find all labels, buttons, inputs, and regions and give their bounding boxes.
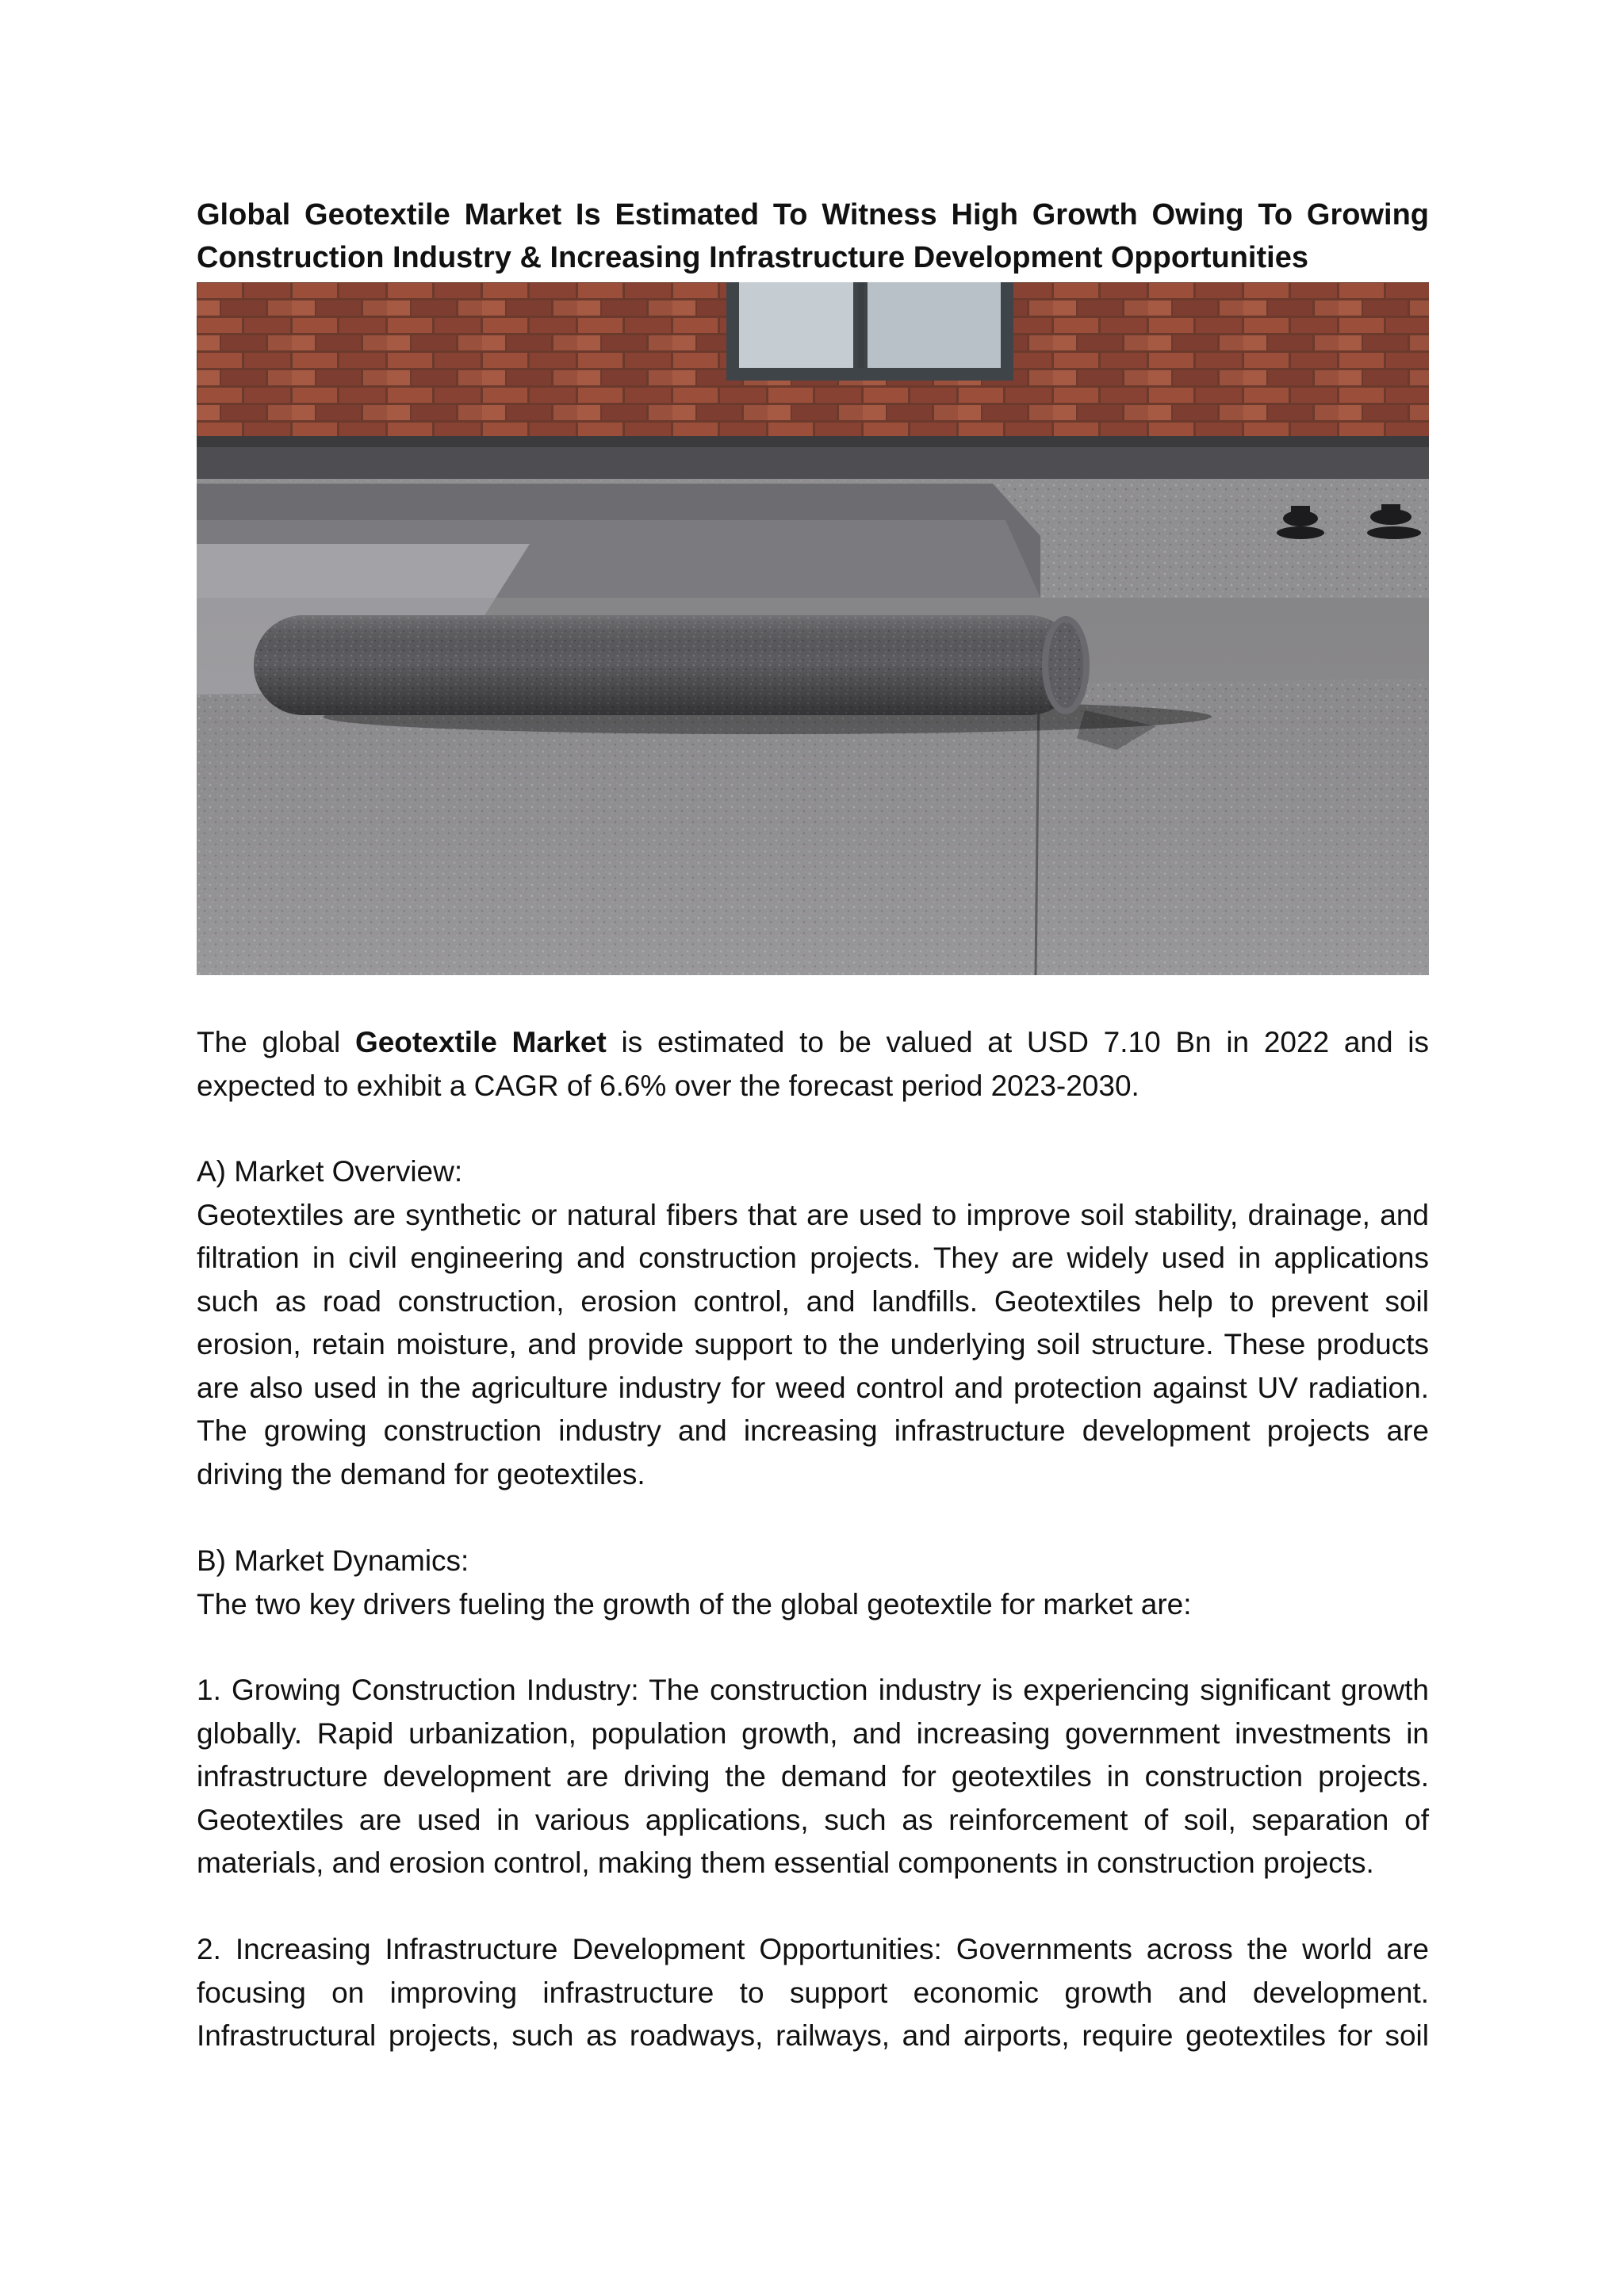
intro-prefix: The global — [197, 1026, 355, 1058]
section-b-heading: B) Market Dynamics: — [197, 1544, 469, 1577]
section-b-intro: The two key drivers fueling the growth of the global geotextile for market are: — [197, 1587, 1192, 1621]
driver-item-1 — [197, 1669, 1429, 1885]
document-title: Global Geotextile Market Is Estimated To Witness High Growth Owing To Growing Construction Industry & Increasing Infrastructure Development Opportunities — [197, 198, 1429, 274]
section-market-overview — [197, 1150, 1429, 1496]
section-a-body: Geotextiles are synthetic or natural fibers that are used to improve soil stability, drainage, and filtration in civil engineering and construction projects. They are widely used in applications such as road construction, erosion control, and landfills. Geotextiles help to prevent soil erosion, retain moisture, and provide support to the underlying soil structure. These products are also used in the agriculture industry for weed control and protection against UV radiation. The growing construction industry and increasing infrastructure development projects are driving the demand for geotextiles. — [197, 1198, 1429, 1490]
section-market-dynamics — [197, 1540, 1429, 1626]
driver-item-2 — [197, 1928, 1429, 2058]
intro-suffix: is estimated to be valued at USD 7.10 Bn in 2022 and is expected to exhibit a CAGR of 6.6% over the forecast period 2023-2030. — [197, 1026, 1430, 1102]
driver-2-text: 2. Increasing Infrastructure Development Opportunities: Governments across the world are focusing on improving infrastructure to support economic growth and development. Infrastructural projects, such as roadways, railways, and airports, require geotextiles for soil — [197, 1933, 1429, 2052]
driver-1-text: 1. Growing Construction Industry: The construction industry is experiencing significant growth globally. Rapid urbanization, population growth, and increasing government investments in infrastructure development are driving the demand for geotextiles in construction projects. Geotextiles are used in various applications, such as reinforcement of soil, separation of materials, and erosion control, making them essential components in construction projects. — [197, 1674, 1429, 1879]
intro-bold-term: Geotextile Market — [354, 1026, 607, 1058]
intro-paragraph — [197, 1021, 1429, 1108]
geotextile-roll-photo — [197, 282, 1429, 975]
section-a-heading: A) Market Overview: — [197, 1155, 463, 1188]
